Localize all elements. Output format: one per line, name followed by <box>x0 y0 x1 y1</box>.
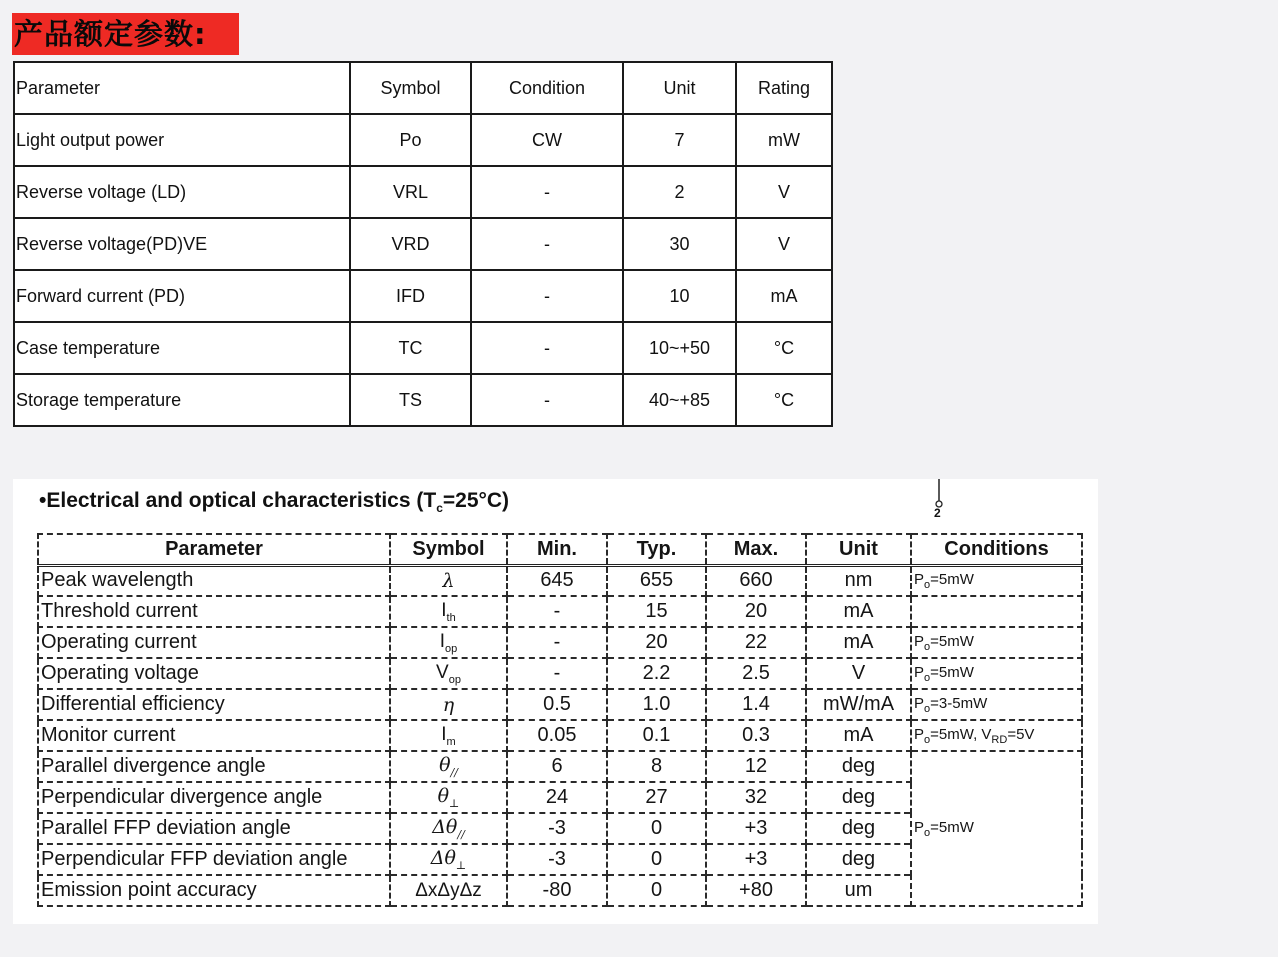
table-row <box>38 658 1082 689</box>
ratings-cell: - <box>471 166 623 218</box>
table-row <box>14 114 832 166</box>
unit-cell: mA <box>806 627 911 658</box>
conditions-merged-cell: $P_o=5mW$ <box>911 751 1082 906</box>
parameter-cell: Parallel FFP deviation angle <box>38 813 390 844</box>
conditions-subscript: o <box>924 578 931 591</box>
characteristics-title: •Electrical and optical characteristics $(T_c=25^\circ C)$ <box>39 489 510 516</box>
typ-cell: 0 <box>607 844 706 875</box>
ratings-cell: - <box>471 218 623 270</box>
symbol-cell: $\theta_{//}$ <box>390 751 507 782</box>
symbol-subscript: op <box>445 642 458 655</box>
symbol-cell: $\theta_\perp$ <box>390 782 507 813</box>
ratings-cell: 40~+85 <box>623 374 736 426</box>
parameter-cell: Parallel divergence angle <box>38 751 390 782</box>
conditions-cell: $P_o=5mW$ <box>911 627 1082 658</box>
unit-cell: deg <box>806 751 911 782</box>
ratings-cell: CW <box>471 114 623 166</box>
conditions-cell: $P_o=3-5mW$ <box>911 689 1082 720</box>
min-cell: - <box>507 596 607 627</box>
ratings-cell: TC <box>350 322 471 374</box>
ratings-header-cell: Parameter <box>14 62 350 114</box>
table-row <box>14 270 832 322</box>
unit-cell: V <box>806 658 911 689</box>
ratings-header-cell: Unit <box>623 62 736 114</box>
ratings-cell: 7 <box>623 114 736 166</box>
typ-cell: 27 <box>607 782 706 813</box>
conditions-cell: $P_o=5mW$ <box>911 565 1082 596</box>
symbol-cell: $I_{op}$ <box>390 627 507 658</box>
table-row <box>14 166 832 218</box>
min-cell: 0.05 <box>507 720 607 751</box>
ratings-cell: mW <box>736 114 832 166</box>
ratings-cell: Storage temperature <box>14 374 350 426</box>
symbol-subscript: m <box>446 735 456 748</box>
unit-cell: deg <box>806 813 911 844</box>
ratings-cell: Case temperature <box>14 322 350 374</box>
parameter-cell: Differential efficiency <box>38 689 390 720</box>
conditions-subscript: o <box>924 826 931 839</box>
max-cell: 32 <box>706 782 806 813</box>
typ-cell: 0 <box>607 813 706 844</box>
table-row <box>38 596 1082 627</box>
max-cell: 12 <box>706 751 806 782</box>
ratings-header-row <box>14 62 832 114</box>
symbol-cell: ΔxΔyΔz <box>390 875 507 906</box>
typ-cell: 2.2 <box>607 658 706 689</box>
parameter-cell: Operating voltage <box>38 658 390 689</box>
symbol-subscript: th <box>446 611 456 624</box>
table-row <box>38 689 1082 720</box>
min-cell: -3 <box>507 844 607 875</box>
characteristics-header-cell: Conditions <box>911 534 1082 565</box>
characteristics-header-cell: Typ. <box>607 534 706 565</box>
parameter-cell: Operating current <box>38 627 390 658</box>
characteristics-header-cell: Max. <box>706 534 806 565</box>
parameter-cell: Perpendicular FFP deviation angle <box>38 844 390 875</box>
ratings-cell: mA <box>736 270 832 322</box>
typ-cell: 0.1 <box>607 720 706 751</box>
max-cell: +3 <box>706 813 806 844</box>
ratings-cell: 30 <box>623 218 736 270</box>
table-row <box>38 751 1082 782</box>
min-cell: 645 <box>507 565 607 596</box>
max-cell: 0.3 <box>706 720 806 751</box>
characteristics-header-cell: Symbol <box>390 534 507 565</box>
ratings-cell: - <box>471 322 623 374</box>
symbol-cell: $I_{th}$ <box>390 596 507 627</box>
min-cell: 6 <box>507 751 607 782</box>
typ-cell: 0 <box>607 875 706 906</box>
symbol-cell: η <box>390 689 507 720</box>
ratings-cell: TS <box>350 374 471 426</box>
unit-cell: um <box>806 875 911 906</box>
min-cell: - <box>507 658 607 689</box>
conditions-subscript: o <box>924 640 931 653</box>
unit-cell: nm <box>806 565 911 596</box>
ratings-cell: Forward current (PD) <box>14 270 350 322</box>
ratings-cell: VRD <box>350 218 471 270</box>
max-cell: 660 <box>706 565 806 596</box>
ratings-header-cell: Condition <box>471 62 623 114</box>
symbol-cell: $I_m$ <box>390 720 507 751</box>
table-row <box>38 565 1082 596</box>
ratings-cell: V <box>736 218 832 270</box>
symbol-subscript: // <box>457 827 465 841</box>
ratings-cell: 10 <box>623 270 736 322</box>
min-cell: -80 <box>507 875 607 906</box>
characteristics-header-cell: Unit <box>806 534 911 565</box>
ratings-header-cell: Rating <box>736 62 832 114</box>
symbol-subscript: ⊥ <box>455 858 467 872</box>
symbol-subscript: // <box>450 765 458 779</box>
conditions-subscript: o <box>924 671 931 684</box>
typ-cell: 655 <box>607 565 706 596</box>
ratings-cell: - <box>471 374 623 426</box>
parameter-cell: Peak wavelength <box>38 565 390 596</box>
min-cell: 24 <box>507 782 607 813</box>
parameter-cell: Emission point accuracy <box>38 875 390 906</box>
ratings-cell: Light output power <box>14 114 350 166</box>
ratings-cell: Reverse voltage (LD) <box>14 166 350 218</box>
ratings-cell: 10~+50 <box>623 322 736 374</box>
max-cell: +80 <box>706 875 806 906</box>
ratings-cell: °C <box>736 374 832 426</box>
typ-cell: 20 <box>607 627 706 658</box>
table-row <box>38 720 1082 751</box>
min-cell: - <box>507 627 607 658</box>
table-row <box>14 322 832 374</box>
unit-cell: mW/mA <box>806 689 911 720</box>
parameter-cell: Perpendicular divergence angle <box>38 782 390 813</box>
symbol-cell: λ <box>390 565 507 596</box>
conditions-subscript: o <box>924 733 931 746</box>
characteristics-panel <box>13 479 1098 924</box>
pin-label: 2 <box>934 506 941 520</box>
unit-cell: mA <box>806 596 911 627</box>
min-cell: -3 <box>507 813 607 844</box>
conditions-cell: $P_o=5mW$, $V_{RD}=5V$ <box>911 720 1082 751</box>
conditions-cell <box>911 596 1082 627</box>
typ-cell: 1.0 <box>607 689 706 720</box>
typ-cell: 8 <box>607 751 706 782</box>
ratings-cell: Reverse voltage(PD)VE <box>14 218 350 270</box>
ratings-cell: V <box>736 166 832 218</box>
max-cell: 1.4 <box>706 689 806 720</box>
symbol-subscript: op <box>448 673 461 686</box>
conditions-cell: $P_o=5mW$ <box>911 658 1082 689</box>
ratings-cell: - <box>471 270 623 322</box>
unit-cell: deg <box>806 782 911 813</box>
ratings-cell: IFD <box>350 270 471 322</box>
unit-cell: deg <box>806 844 911 875</box>
conditions-subscript: o <box>924 702 931 715</box>
ratings-header-cell: Symbol <box>350 62 471 114</box>
ratings-cell: VRL <box>350 166 471 218</box>
characteristics-table <box>37 533 1083 907</box>
table-row <box>14 218 832 270</box>
characteristics-header-cell: Min. <box>507 534 607 565</box>
characteristics-header-row <box>38 534 1082 565</box>
parameter-cell: Monitor current <box>38 720 390 751</box>
max-cell: +3 <box>706 844 806 875</box>
symbol-subscript: ⊥ <box>449 796 460 810</box>
symbol-cell: $V_{op}$ <box>390 658 507 689</box>
conditions-subscript: RD <box>991 733 1008 746</box>
typ-cell: 15 <box>607 596 706 627</box>
page-title-banner: 产品额定参数: <box>12 13 239 55</box>
ratings-cell: Po <box>350 114 471 166</box>
max-cell: 22 <box>706 627 806 658</box>
max-cell: 20 <box>706 596 806 627</box>
min-cell: 0.5 <box>507 689 607 720</box>
absolute-ratings-table <box>13 61 833 427</box>
symbol-cell: $\Delta\theta_\perp$ <box>390 844 507 875</box>
symbol-cell: $\Delta\theta_{//}$ <box>390 813 507 844</box>
ratings-cell: 2 <box>623 166 736 218</box>
table-row <box>38 627 1082 658</box>
ratings-cell: °C <box>736 322 832 374</box>
table-row <box>14 374 832 426</box>
characteristics-header-cell: Parameter <box>38 534 390 565</box>
unit-cell: mA <box>806 720 911 751</box>
parameter-cell: Threshold current <box>38 596 390 627</box>
max-cell: 2.5 <box>706 658 806 689</box>
